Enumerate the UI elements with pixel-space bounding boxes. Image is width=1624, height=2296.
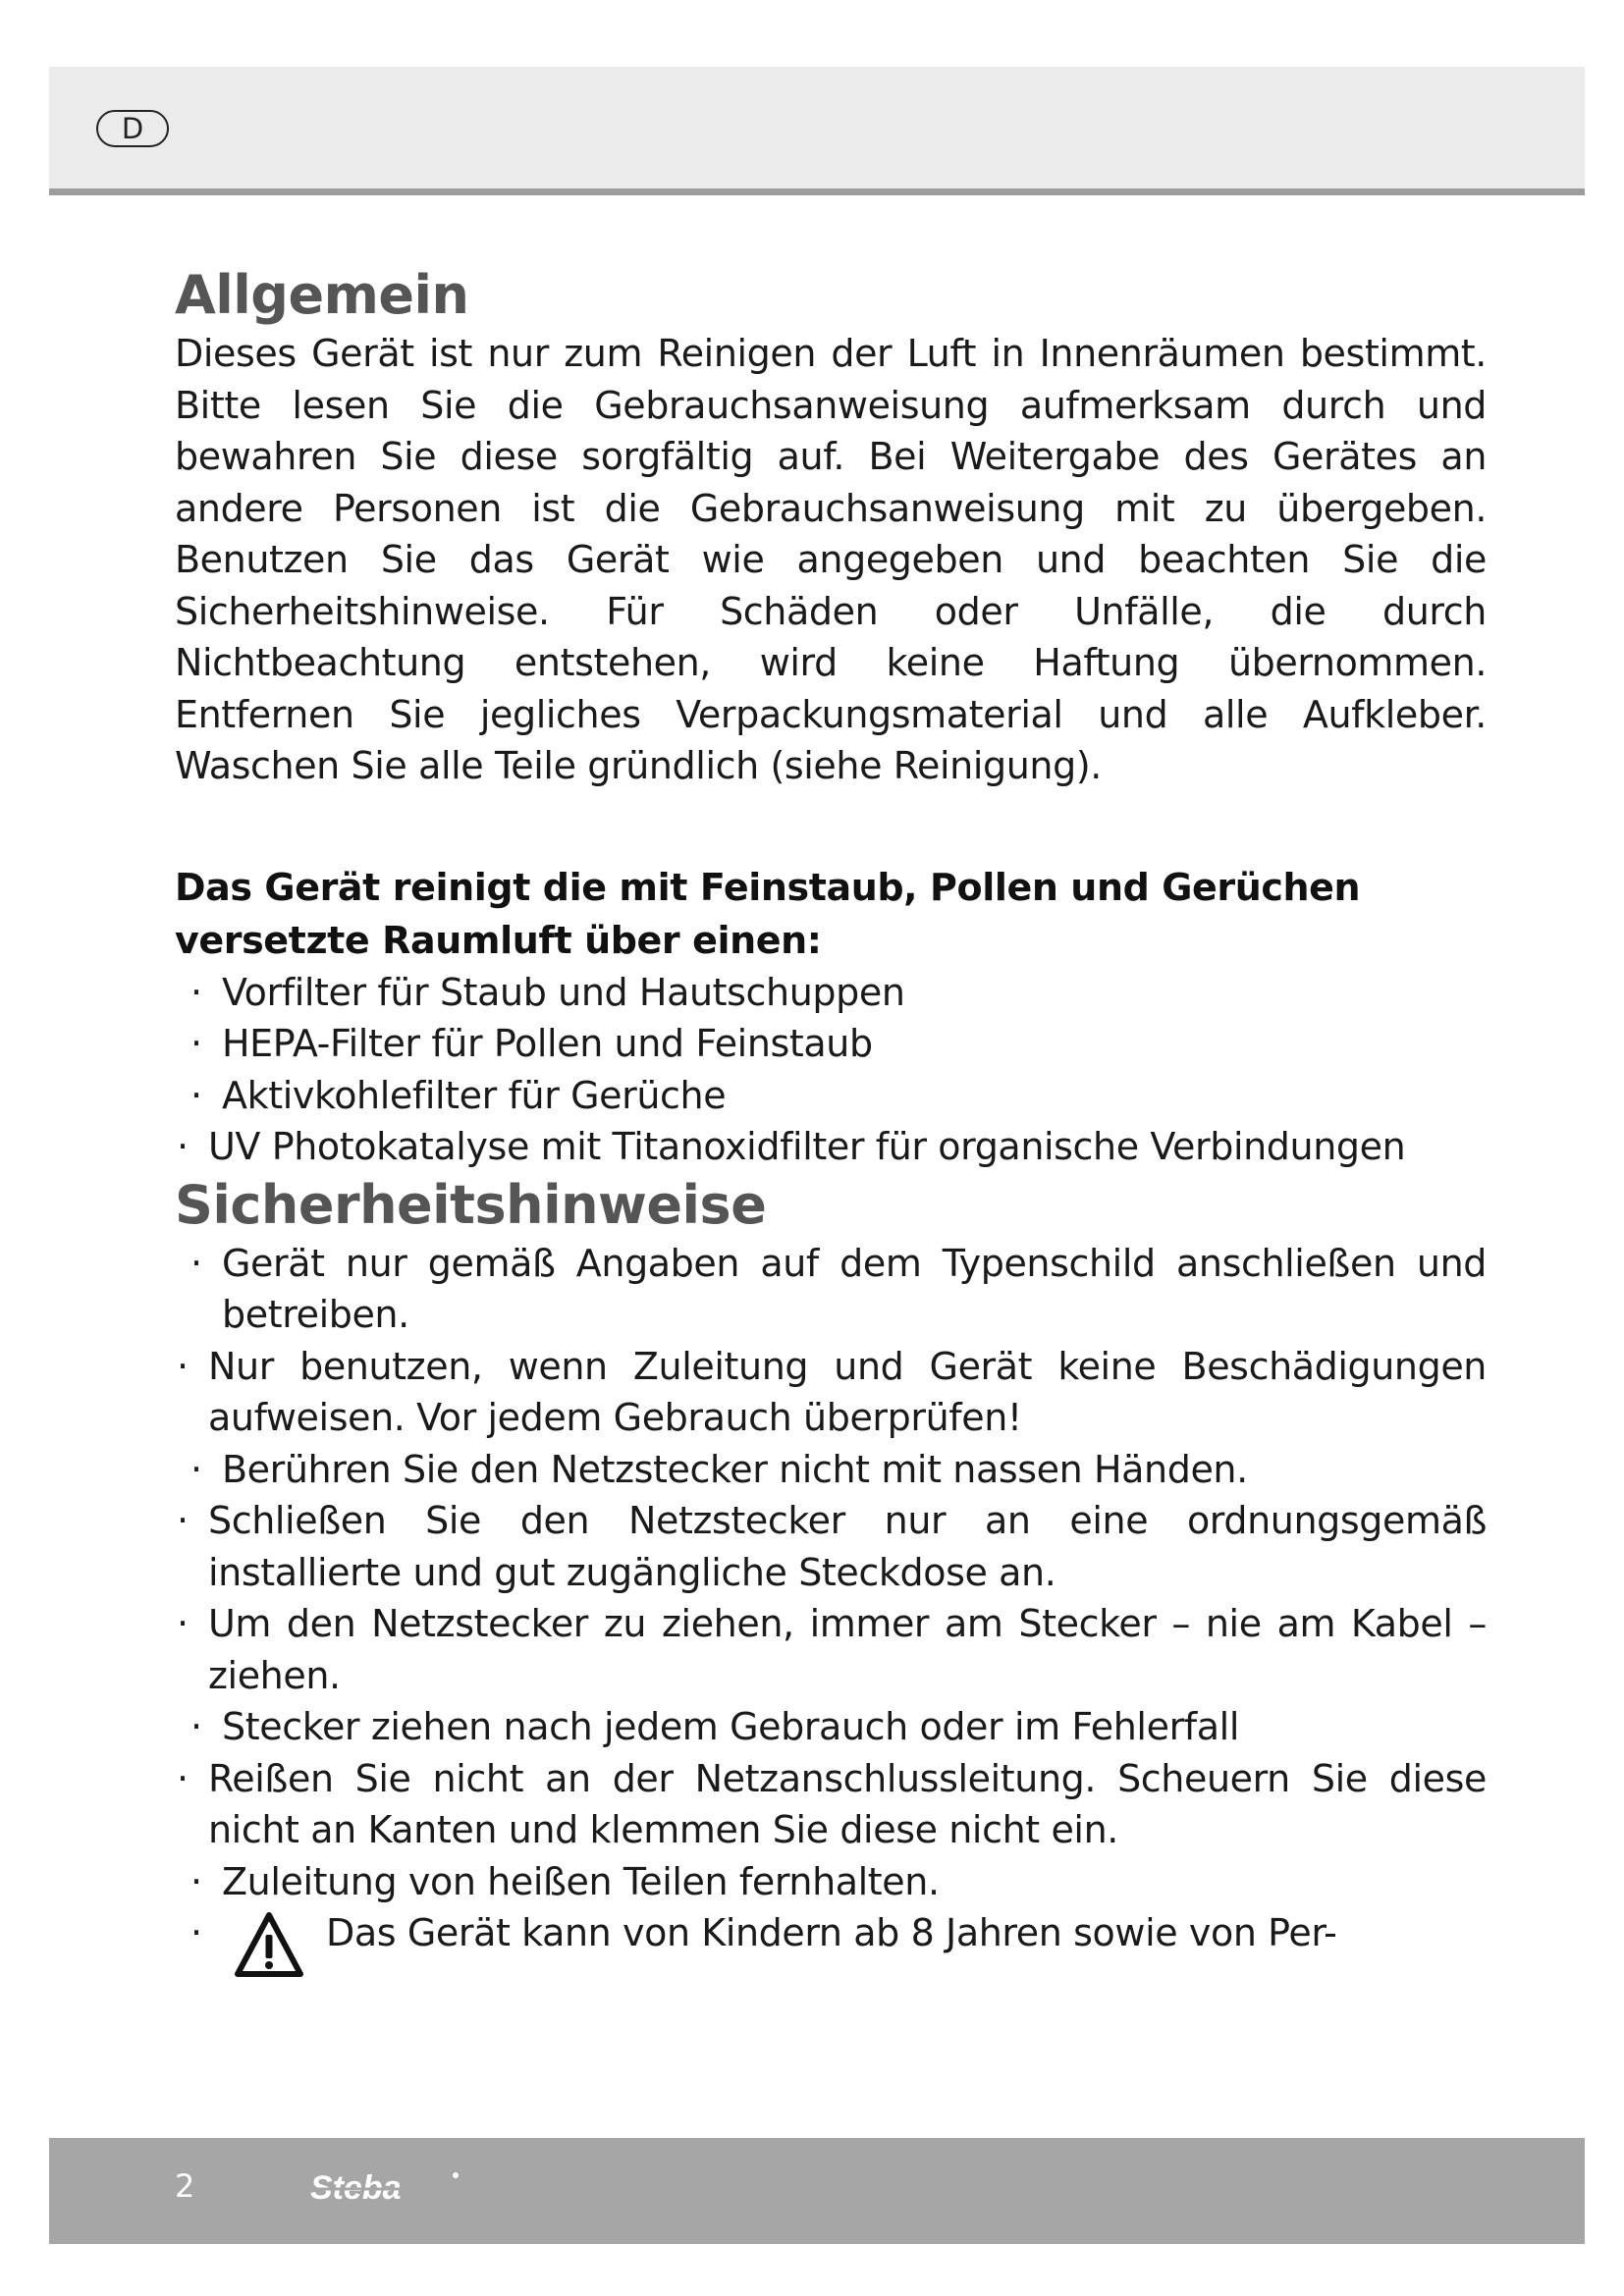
safety-item: · Reißen Sie nicht an der Netzanschlussleitung. Scheuern Sie diese nicht an Kanten und klemmen Sie diese nicht ein. <box>175 1753 1487 1856</box>
section-title-general: Allgemein <box>175 264 469 326</box>
section-title-safety: Sicherheitshinweise <box>175 1173 767 1236</box>
page-content <box>175 263 1487 1980</box>
safety-item: · Gerät nur gemäß Angaben auf dem Typenschild anschließen und betreiben. <box>175 1238 1487 1341</box>
safety-list <box>175 1238 1487 1981</box>
header-bar <box>49 67 1585 195</box>
language-badge: D <box>96 110 169 147</box>
filter-heading: Das Gerät reinigt die mit Feinstaub, Pollen und Gerüchen versetzte Raumluft über einen: <box>175 865 1361 962</box>
brand-logo <box>306 2167 463 2211</box>
safety-item: · Zuleitung von heißen Teilen fernhalten. <box>175 1856 1487 1908</box>
general-paragraph: Dieses Gerät ist nur zum Reinigen der Luft in Innenräumen bestimmt. Bitte lesen Sie die Gebrauchsanweisung aufmerksam durch und bewahren Sie diese sorgfältig auf. Bei Weitergabe des Gerätes an andere Personen ist die Gebrauchsanweisung mit zu übergeben. Benutzen Sie das Gerät wie angegeben und beachten Sie die Sicherheitshinweise. Für Schäden oder Unfälle, die durch Nichtbeachtung entstehen, wird keine Haftung übernommen. Entfernen Sie jegliches Verpackungsmaterial und alle Aufkleber. Waschen Sie alle Teile gründlich (siehe Reinigung). <box>175 332 1487 787</box>
page-number: 2 <box>175 2167 195 2205</box>
brand-logo-text: Steba <box>310 2169 402 2207</box>
safety-item-warning <box>175 1907 1487 1980</box>
filter-item: · Vorfilter für Staub und Hautschuppen <box>175 967 1487 1019</box>
safety-item: · Berühren Sie den Netzstecker nicht mit nassen Händen. <box>175 1444 1487 1496</box>
safety-item: · Stecker ziehen nach jedem Gebrauch oder im Fehlerfall <box>175 1701 1487 1753</box>
warning-triangle-icon <box>234 1909 304 1980</box>
safety-item: · Schließen Sie den Netzstecker nur an eine ordnungsgemäß installierte und gut zugängliche Steckdose an. <box>175 1495 1487 1598</box>
safety-item: · Um den Netzstecker zu ziehen, immer am Stecker – nie am Kabel – ziehen. <box>175 1598 1487 1701</box>
footer-bar <box>49 2138 1585 2244</box>
safety-item: · Nur benutzen, wenn Zuleitung und Gerät keine Beschädigungen aufweisen. Vor jedem Gebrauch überprüfen! <box>175 1341 1487 1444</box>
filter-item: · Aktivkohlefilter für Gerüche <box>175 1070 1487 1122</box>
warning-row <box>222 1907 1487 1980</box>
filter-item: · HEPA-Filter für Pollen und Feinstaub <box>175 1018 1487 1070</box>
warning-text: · Das Gerät kann von Kindern ab 8 Jahren sowie von Per- <box>326 1911 1337 1954</box>
filter-item: · UV Photokatalyse mit Titanoxidfilter für organische Verbindungen <box>175 1121 1487 1173</box>
filter-list <box>175 967 1487 1173</box>
